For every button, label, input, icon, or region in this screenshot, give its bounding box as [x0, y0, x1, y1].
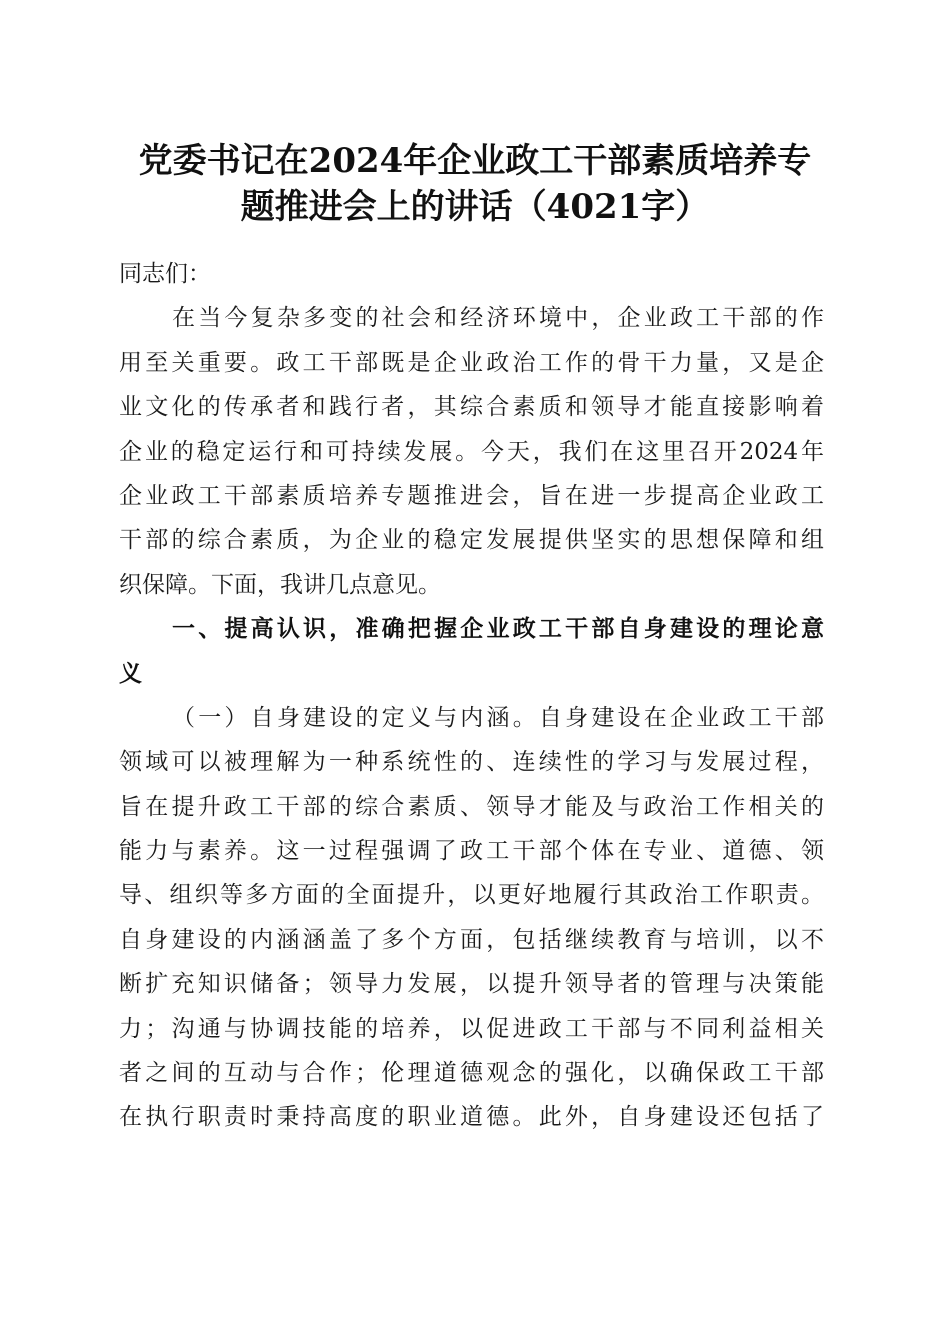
intro-paragraph — [119, 296, 824, 607]
paragraph-line: 干部的综合素质，为企业的稳定发展提供坚实的思想保障和组 — [119, 527, 824, 554]
section-heading — [119, 607, 824, 696]
paragraph-line: 旨在提升政工干部的综合素质、领导才能及与政治工作相关的 — [119, 793, 824, 820]
paragraph-line: 导、组织等多方面的全面提升，以更好地履行其政治工作职责。 — [119, 882, 824, 909]
document-title — [0, 138, 950, 230]
paragraph-line: 者之间的互动与合作；伦理道德观念的强化，以确保政工干部 — [119, 1060, 824, 1087]
document-body — [119, 252, 824, 1140]
paragraph-line: 断扩充知识储备；领导力发展，以提升领导者的管理与决策能 — [119, 971, 824, 998]
paragraph-line: 用至关重要。政工干部既是企业政治工作的骨干力量，又是企 — [119, 349, 824, 376]
paragraph-line: 在执行职责时秉持高度的职业道德。此外，自身建设还包括了 — [119, 1104, 824, 1131]
paragraph-line: 企业的稳定运行和可持续发展。今天，我们在这里召开2024年 — [119, 438, 824, 465]
paragraph-line: 织保障。下面，我讲几点意见。 — [119, 571, 441, 598]
paragraph-line: 力；沟通与协调技能的培养，以促进政工干部与不同利益相关 — [119, 1015, 824, 1042]
paragraph-line: （一）自身建设的定义与内涵。自身建设在企业政工干部 — [172, 704, 824, 731]
title-line-2: 题推进会上的讲话（4021字） — [240, 187, 710, 227]
paragraph-line: 业文化的传承者和践行者，其综合素质和领导才能直接影响着 — [119, 394, 824, 421]
section-heading-line: 义 — [119, 659, 142, 687]
subsection-paragraph — [119, 696, 824, 1140]
paragraph-line: 领域可以被理解为一种系统性的、连续性的学习与发展过程， — [119, 749, 824, 776]
paragraph-line: 能力与素养。这一过程强调了政工干部个体在专业、道德、领 — [119, 838, 824, 865]
title-line-1: 党委书记在2024年企业政工干部素质培养专 — [138, 141, 812, 181]
greeting: 同志们： — [119, 261, 211, 287]
paragraph-line: 企业政工干部素质培养专题推进会，旨在进一步提高企业政工 — [119, 482, 824, 509]
section-heading-line: 一、提高认识，准确把握企业政工干部自身建设的理论意 — [172, 615, 824, 643]
paragraph-line: 自身建设的内涵涵盖了多个方面，包括继续教育与培训，以不 — [119, 926, 824, 953]
paragraph-line: 在当今复杂多变的社会和经济环境中，企业政工干部的作 — [172, 305, 824, 332]
